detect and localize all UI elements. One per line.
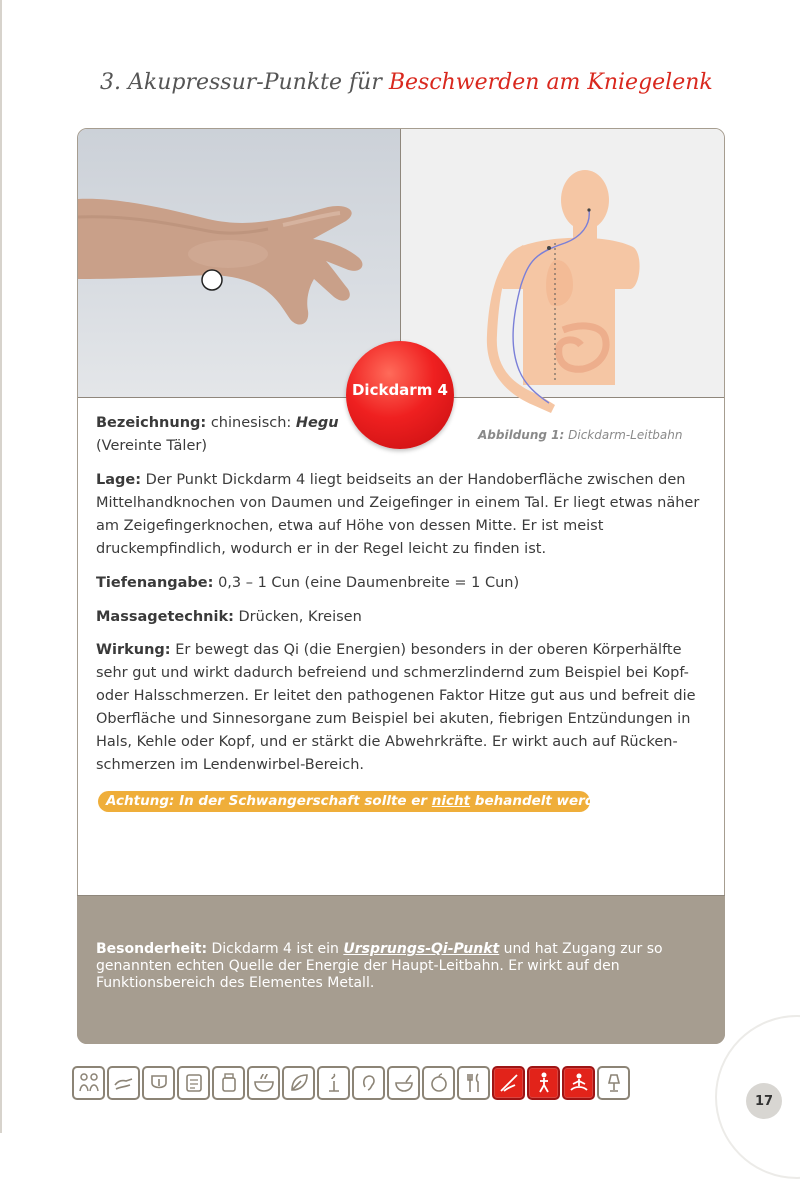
lage-text: Der Punkt Dickdarm 4 liegt beidseits an der Handoberfläche zwischen den Mittelhandknochen von Daumen und Zeigefinger in einem Tal. Er liegt etwas näher am Zeigefingerknochen, etwa auf Höhe von dessen Mitte. Er ist meist druckempfindlich, wodurch er in der Regel leicht zu finden ist. <box>96 472 700 557</box>
hands-icon[interactable] <box>107 1066 140 1100</box>
fruit-icon[interactable] <box>422 1066 455 1100</box>
partner-massage-icon[interactable] <box>72 1066 105 1100</box>
special-text-before: Dickdarm 4 ist ein <box>211 941 339 957</box>
tongue-icon[interactable] <box>142 1066 175 1100</box>
warning-text-2: behandelt werden. <box>474 793 619 809</box>
title-prefix: 3. Akupressur-Punkte für <box>100 70 382 95</box>
bezeichnung-label: Bezeichnung: <box>96 415 207 431</box>
hand-illustration <box>78 129 400 397</box>
caption-label: Abbildung 1: <box>478 428 565 442</box>
pointing-hand-icon[interactable] <box>492 1066 525 1100</box>
incense-icon[interactable] <box>317 1066 350 1100</box>
massagetechnik-label: Massagetechnik: <box>96 609 234 625</box>
section-massagetechnik <box>96 606 708 629</box>
section-bezeichnung <box>96 412 366 458</box>
section-tiefenangabe <box>96 572 708 595</box>
category-icon-bar <box>72 1066 630 1106</box>
bowl-icon[interactable] <box>247 1066 280 1100</box>
section-lage <box>96 469 708 561</box>
bezeichnung-text: chinesisch: <box>210 415 292 431</box>
special-text <box>96 941 696 992</box>
section-wirkung <box>96 639 708 777</box>
cutlery-icon[interactable] <box>457 1066 490 1100</box>
acupoint-marker <box>202 270 222 290</box>
special-panel <box>77 895 725 1044</box>
bezeichnung-translation: (Vereinte Täler) <box>96 438 207 454</box>
scroll-icon[interactable] <box>177 1066 210 1100</box>
meditation-icon[interactable] <box>562 1066 595 1100</box>
warning-text-1: Achtung: In der Schwangerschaft sollte er <box>106 793 428 809</box>
title-accent: Beschwerden am Kniegelenk <box>388 70 713 95</box>
jar-icon[interactable] <box>212 1066 245 1100</box>
figure-caption <box>478 428 682 442</box>
ursprungs-qi-link[interactable]: Ursprungs-Qi-Punkt <box>343 941 500 957</box>
lamp-icon[interactable] <box>597 1066 630 1100</box>
warning-emphasis: nicht <box>431 793 471 809</box>
page-edge <box>0 0 2 1133</box>
caption-text: Dickdarm-Leitbahn <box>568 428 683 442</box>
mortar-icon[interactable] <box>387 1066 420 1100</box>
massagetechnik-text: Drücken, Kreisen <box>238 609 362 625</box>
wirkung-text: Er bewegt das Qi (die Energien) besonders in der oberen Körperhälfte sehr gut und wirkt dadurch befreiend und schmerzlindernd zum Beispiel bei Kopf- oder Halsschmerzen. Er leitet den pathogenen Faktor Hitze gut aus und befreit die Oberfläche und Sinnesorgane zum Beispiel bei akuten, fiebrigen Entzündungen in Hals, Kehle oder Kopf, und er stärkt die Abwehrkräfte. Er wirkt auch auf Rücken-schmerzen im Lendenwirbel-Bereich. <box>96 642 696 773</box>
tiefenangabe-text: 0,3 – 1 Cun (eine Daumenbreite = 1 Cun) <box>218 575 520 591</box>
page-title <box>100 70 713 95</box>
warning-banner <box>98 791 619 812</box>
leaf-icon[interactable] <box>282 1066 315 1100</box>
hand-photo <box>78 129 400 397</box>
lage-label: Lage: <box>96 472 142 488</box>
special-label: Besonderheit: <box>96 941 208 957</box>
tiefenangabe-label: Tiefenangabe: <box>96 575 214 591</box>
bezeichnung-term: Hegu <box>295 415 339 431</box>
page-number: 17 <box>746 1083 782 1119</box>
wirkung-label: Wirkung: <box>96 642 171 658</box>
ear-icon[interactable] <box>352 1066 385 1100</box>
special-text-after: und hat Zugang zur so genannten echten Quelle der Energie der Haupt-Leitbahn. Er wirkt auf den Funktionsbereich des Elementes Metall. <box>96 941 663 991</box>
point-badge-label: Dickdarm 4 <box>351 381 448 399</box>
walking-person-icon[interactable] <box>527 1066 560 1100</box>
